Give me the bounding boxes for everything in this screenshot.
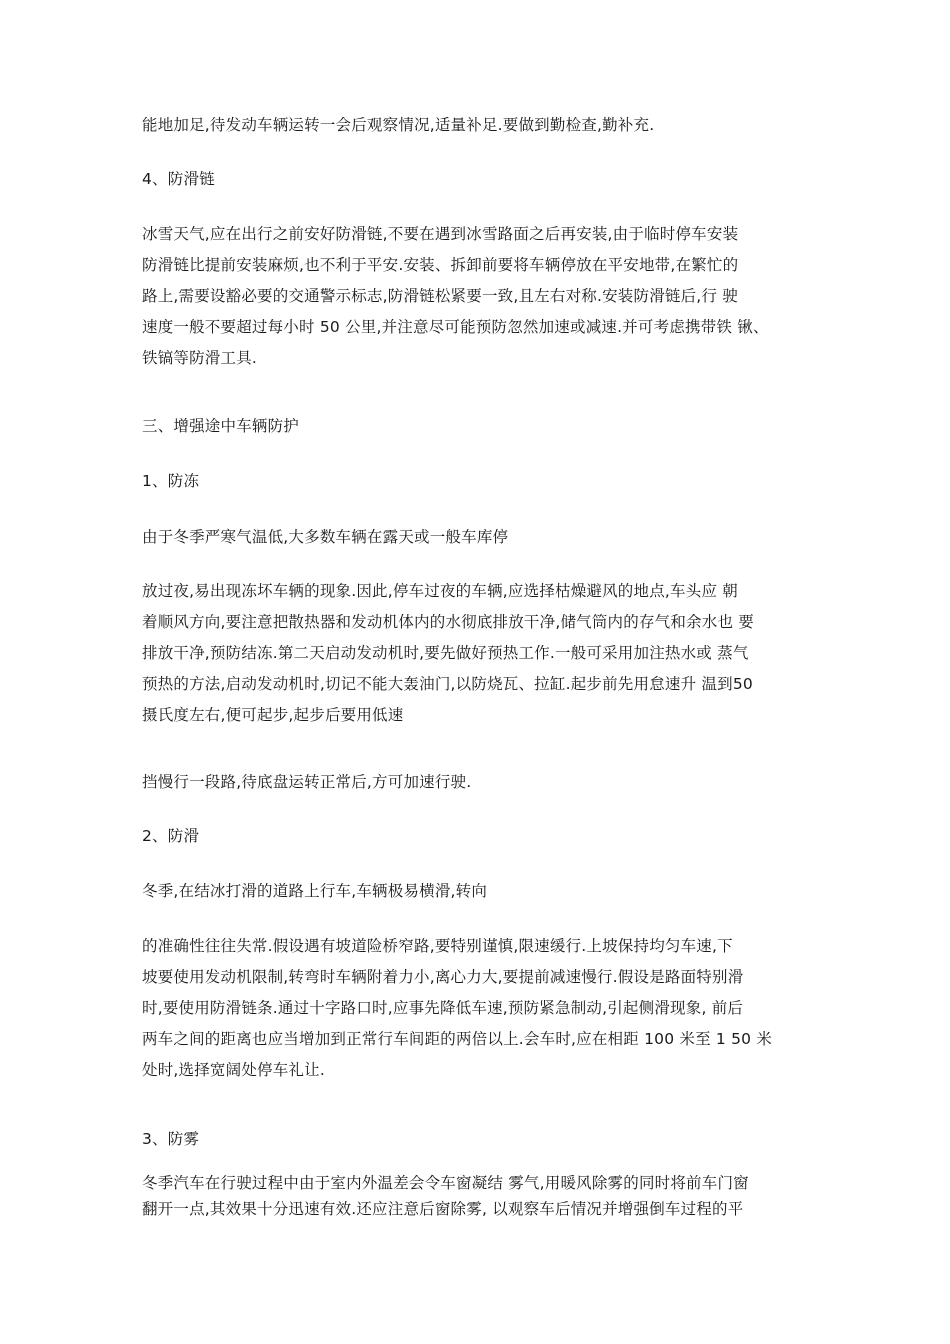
paragraph-anti-fog [142,1170,832,1222]
text-line: 着顺风方向,要注意把散热器和发动机体内的水彻底排放干净,储气筒内的存气和余水也 要 [142,613,754,631]
paragraph-snow-chains [142,219,832,374]
text-line: 摄氏度左右,便可起步,起步后要用低速 [142,706,404,724]
text-line: 速度一般不要超过每小时 50 公里,并注意尽可能预防忽然加速或减速.并可考虑携带铁 锹、 [142,318,769,336]
heading-snow-chains [142,164,832,195]
text-line: 冬季,在结冰打滑的道路上行车,车辆极易横滑,转向 [142,882,488,900]
text-line: 时,要使用防滑链条.通过十字路口时,应事先降低车速,预防紧急制动,引起侧滑现象, 前后 [142,999,744,1017]
paragraph-anti-skid [142,931,832,1086]
text-line: 2、防滑 [142,827,200,845]
text-line: 1、防冻 [142,472,200,490]
text-line: 防滑链比提前安装麻烦,也不利于平安.安装、拆卸前要将车辆停放在平安地带,在繁忙的 [142,256,739,274]
heading-anti-fog [142,1124,832,1155]
heading-section-three [142,411,832,442]
text-line: 冰雪天气,应在出行之前安好防滑链,不要在遇到冰雪路面之后再安装,由于临时停车安装 [142,225,739,243]
text-line: 三、增强途中车辆防护 [142,417,300,435]
text-line: 由于冬季严寒气温低,大多数车辆在露天或一般车库停 [142,528,509,546]
text-line: 翻开一点,其效果十分迅速有效.还应注意后窗除雾, 以观察车后情况并增强倒车过程的平 [142,1200,744,1218]
text-line: 4、防滑链 [142,170,215,188]
heading-anti-skid [142,821,832,852]
paragraph-freeze-protection [142,576,832,731]
text-line: 挡慢行一段路,待底盘运转正常后,方可加速行驶. [142,773,472,791]
paragraph-freeze-end [142,767,832,798]
text-line: 处时,选择宽阔处停车礼让. [142,1061,325,1079]
text-line: 两车之间的距离也应当增加到正常行车间距的两倍以上.会车时,应在相距 100 米至 1 50 米 [142,1030,773,1048]
paragraph-antifreeze-end [142,110,832,141]
text-line: 能地加足,待发动车辆运转一会后观察情况,适量补足.要做到勤检查,勤补充. [142,116,655,134]
text-line: 预热的方法,启动发动机时,切记不能大轰油门,以防烧瓦、拉缸.起步前先用怠速升 温到50 [142,675,753,693]
text-line: 放过夜,易出现冻坏车辆的现象.因此,停车过夜的车辆,应选择枯燥避风的地点,车头应 朝 [142,582,738,600]
text-line: 3、防雾 [142,1130,200,1148]
paragraph-anti-skid-intro [142,876,832,907]
text-line: 的准确性往往失常.假设遇有坡道险桥窄路,要特别谨慎,限速缓行.上坡保持均匀车速,下 [142,937,733,955]
text-line: 排放干净,预防结冻.第二天启动发动机时,要先做好预热工作.一般可采用加注热水或 蒸气 [142,644,749,662]
text-line: 坡要使用发动机限制,转弯时车辆附着力小,离心力大,要提前减速慢行.假设是路面特别滑 [142,968,744,986]
text-line: 冬季汽车在行驶过程中由于室内外温差会令车窗凝结 雾气,用暖风除雾的同时将前车门窗 [142,1174,749,1192]
text-line: 路上,需要设豁必要的交通警示标志,防滑链松紧要一致,且左右对称.安装防滑链后,行 驶 [142,287,738,305]
heading-freeze-protection [142,466,832,497]
paragraph-freeze-intro [142,522,832,553]
text-line: 铁镐等防滑工具. [142,349,258,367]
